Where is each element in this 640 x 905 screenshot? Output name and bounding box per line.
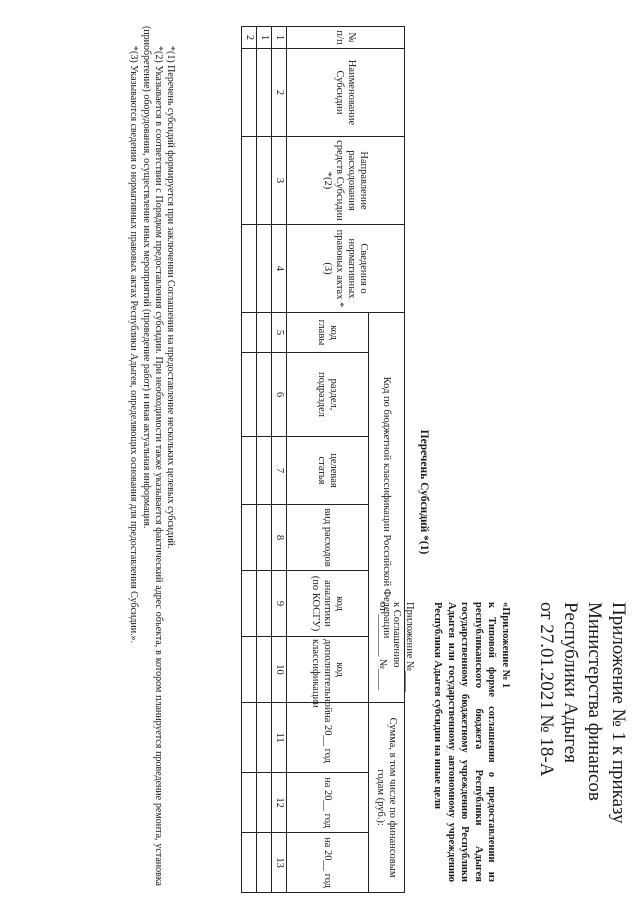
- col-group-budget-code: Код по бюджетной классификации Российской Федерации: [369, 313, 405, 703]
- col-group-sum: Сумма, в том числе по финансовым годам (руб.):: [369, 703, 405, 893]
- table-cell: [257, 505, 272, 571]
- col-header-no: № п/п: [287, 27, 405, 49]
- col-number: 7: [272, 437, 287, 505]
- order-header: [534, 602, 630, 892]
- row-number: 1: [257, 27, 272, 49]
- col-header-glava: код главы: [287, 313, 369, 353]
- table-row: [257, 27, 272, 893]
- table-cell: [242, 773, 257, 833]
- table-cell: [257, 437, 272, 505]
- agreement-ref-line: к Соглашению: [390, 602, 402, 668]
- table-cell: [242, 313, 257, 353]
- table-cell: [257, 637, 272, 703]
- col-header-razdel: раздел, подраздел: [287, 353, 369, 437]
- footnote: *(2) Указывается в соответствии с Порядком предоставления субсидии. При необходимости также указывается фактический адрес объекта, в котором планируется проведение ремонта, установка (приобретение) оборудования, осуществление иных мероприятий (проведение работ) и иная актуальная информация.: [140, 26, 164, 886]
- col-number: 8: [272, 505, 287, 571]
- table-cell: [242, 703, 257, 773]
- footnotes: [127, 26, 176, 886]
- header-line: Приложение № 1 к приказу: [608, 602, 629, 824]
- col-header-analitiki: код аналитики (по КОСГУ): [287, 571, 369, 637]
- col-number: 13: [272, 833, 287, 893]
- col-number: 5: [272, 313, 287, 353]
- col-header-year-1: на 20__ год: [287, 703, 369, 773]
- table-cell: [257, 225, 272, 313]
- col-number: 4: [272, 225, 287, 313]
- table-cell: [242, 353, 257, 437]
- document-page: [10, 12, 630, 892]
- col-number: 11: [272, 703, 287, 773]
- col-header-celevaya: целевая статья: [287, 437, 369, 505]
- table-cell: [257, 773, 272, 833]
- agreement-ref-line: от ________ №____: [377, 602, 389, 690]
- col-number: 12: [272, 773, 287, 833]
- table-cell: [257, 49, 272, 137]
- table-cell: [242, 571, 257, 637]
- table-cell: [242, 225, 257, 313]
- col-number: 2: [272, 49, 287, 137]
- agreement-ref-line: Приложение №____: [404, 602, 416, 692]
- annex-text: к Типовой форме соглашения о предоставлении из республиканского бюджета Республики Адыгея государственному бюджетному учреждению Республики Адыгея или государственному автономному учреждению Республики Адыгея субсидии на иные цели: [432, 602, 498, 882]
- col-header-name: Наименование Субсидии: [287, 49, 405, 137]
- table-cell: [242, 505, 257, 571]
- col-number: 3: [272, 137, 287, 225]
- col-number: 1: [272, 27, 287, 49]
- table-cell: [242, 637, 257, 703]
- table-cell: [242, 833, 257, 893]
- numbering-row: [272, 27, 287, 893]
- col-header-acts: Сведения о нормативных правовых актах *(3): [287, 225, 405, 313]
- col-header-direction: Направление расходования средств Субсидии *(2): [287, 137, 405, 225]
- col-number: 6: [272, 353, 287, 437]
- header-line: Министерства финансов: [584, 602, 605, 801]
- table-cell: [257, 703, 272, 773]
- subsidy-table: [241, 26, 405, 893]
- col-number: 10: [272, 637, 287, 703]
- table-cell: [257, 833, 272, 893]
- col-number: 9: [272, 571, 287, 637]
- table-cell: [257, 571, 272, 637]
- table-cell: [257, 353, 272, 437]
- footnote: *(3) Указываются сведения о нормативных правовых актах Республики Адыгея, определяющих основания для предоставления Субсидии.».: [128, 46, 140, 644]
- col-header-year-2: на 20__ год: [287, 773, 369, 833]
- list-title: Перечень Субсидий *(1): [418, 429, 430, 555]
- header-line: от 27.01.2021 № 18-А: [536, 602, 557, 777]
- footnote: *(1) Перечень субсидий формируется при заключении Соглашения на предоставление нескольких целевых субсидий.: [165, 46, 176, 549]
- table-cell: [242, 437, 257, 505]
- table-cell: [242, 137, 257, 225]
- col-header-year-3: на 20__ год: [287, 833, 369, 893]
- table-cell: [257, 313, 272, 353]
- annex-heading: «Приложение № 1: [500, 602, 511, 689]
- header-line: Республики Адыгея: [560, 602, 581, 763]
- row-number: 2: [242, 27, 257, 49]
- col-header-dop: код дополнительной классификации: [287, 637, 369, 703]
- table-row: [242, 27, 257, 893]
- table-cell: [242, 49, 257, 137]
- col-header-vid: вид расходов: [287, 505, 369, 571]
- table-cell: [257, 137, 272, 225]
